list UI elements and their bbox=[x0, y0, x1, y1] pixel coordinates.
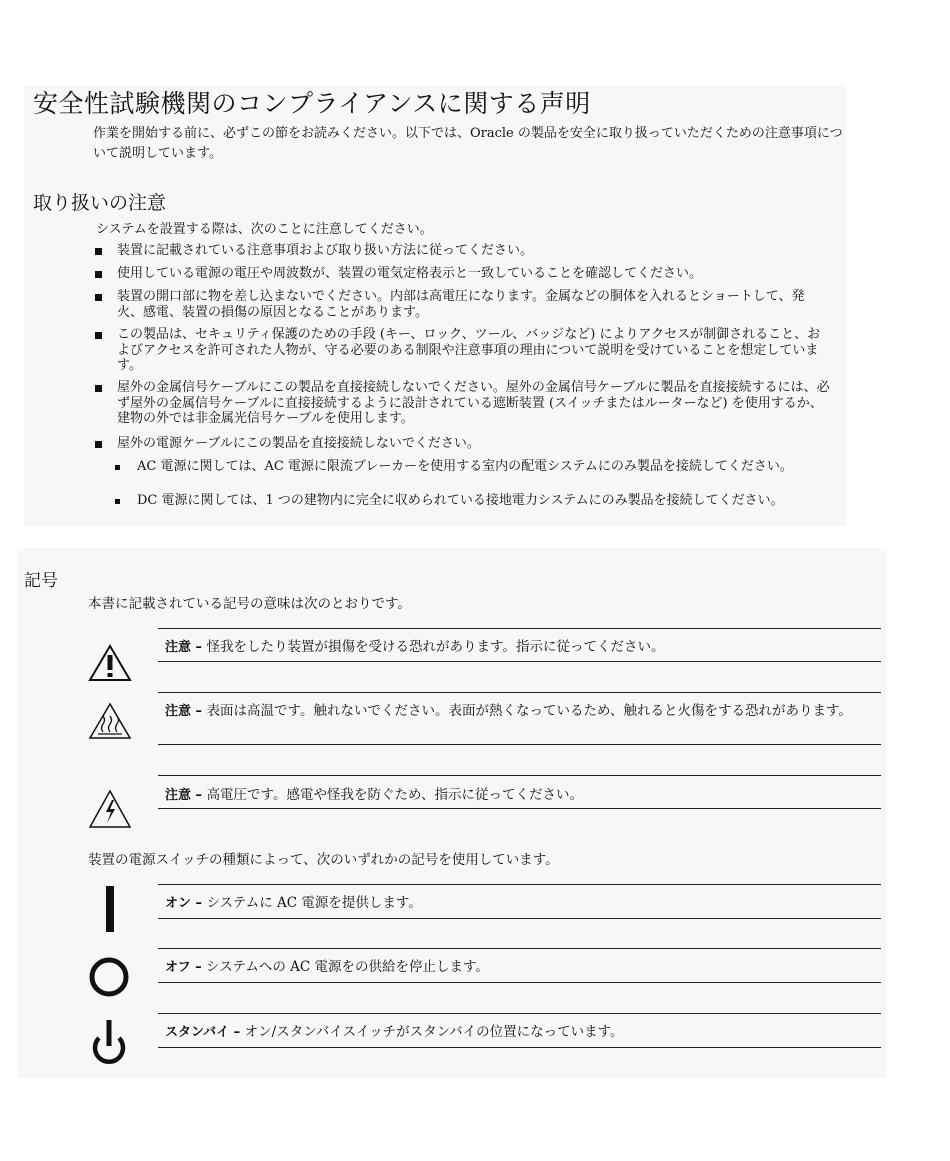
note-text: システムへの AC 電源をの供給を停止します。 bbox=[206, 959, 489, 975]
switch-note bbox=[165, 894, 880, 913]
list-item bbox=[95, 243, 830, 259]
rule-top bbox=[158, 775, 881, 776]
rule-bottom bbox=[158, 982, 881, 983]
switch-note bbox=[165, 1023, 880, 1042]
caution-note bbox=[165, 786, 880, 805]
rule-bottom bbox=[158, 661, 881, 662]
note-text: システムに AC 電源を提供します。 bbox=[206, 895, 422, 911]
list-item bbox=[95, 289, 830, 320]
list-item-text: 装置の開口部に物を差し込まないでください。内部は高電圧になります。金属などの胴体を入れるとショートして、発火、感電、装置の損傷の原因となることがあります。 bbox=[117, 289, 805, 320]
note-label: 注意 – bbox=[165, 788, 207, 803]
list-item-text: 使用している電源の電圧や周波数が、装置の電気定格表示と一致していることを確認してください。 bbox=[117, 266, 703, 281]
note-label: スタンバイ – bbox=[165, 1025, 245, 1040]
list-item bbox=[95, 436, 830, 452]
power-off-icon bbox=[87, 955, 131, 999]
list-item-text: 屋外の電源ケーブルにこの製品を直接接続しないでください。 bbox=[117, 436, 480, 451]
power-on-icon bbox=[104, 884, 118, 934]
symbols-intro: 本書に記載されている記号の意味は次のとおりです。 bbox=[88, 596, 411, 612]
note-label: オフ – bbox=[165, 960, 207, 975]
warning-icon bbox=[88, 644, 132, 682]
rule-bottom bbox=[158, 808, 881, 809]
list-item-text: 屋外の金属信号ケーブルにこの製品を直接接続しないでください。屋外の金属信号ケーブルに製品を直接接続するには、必ず屋外の金属信号ケーブルに直接接続するように設計されている遮断装置 (スイッチまたはルーターなど) を使用するか、建物の外では非金属光信号ケーブルを使用します。 bbox=[117, 380, 830, 426]
list-item-text: この製品は、セキュリティ保護のための手段 (キー、ロック、ツール、バッジなど) によりアクセスが制御されること、およびアクセスを許可された人物が、守る必要のある制限や注意事項の理由について説明を受けていることを想定しています。 bbox=[117, 327, 821, 373]
list-item-text: 装置に記載されている注意事項および取り扱い方法に従ってください。 bbox=[117, 243, 534, 258]
note-label: オン – bbox=[165, 896, 207, 911]
bullet-marker bbox=[95, 385, 102, 392]
bullet-marker bbox=[95, 441, 102, 448]
standby-icon bbox=[87, 1018, 131, 1070]
hot-surface-icon bbox=[88, 702, 132, 740]
rule-top bbox=[158, 692, 881, 693]
bullet-marker bbox=[95, 271, 102, 278]
section-heading-symbols: 記号 bbox=[24, 571, 58, 591]
bullet-marker bbox=[95, 332, 102, 339]
caution-note bbox=[165, 702, 880, 721]
note-text: 高電圧です。感電や怪我を防ぐため、指示に従ってください。 bbox=[206, 787, 583, 803]
list-item-text: AC 電源に関しては、AC 電源に限流ブレーカーを使用する室内の配電システムにのみ製品を接続してください。 bbox=[137, 459, 793, 474]
rule-bottom bbox=[158, 1047, 881, 1048]
switch-intro: 装置の電源スイッチの種類によって、次のいずれかの記号を使用しています。 bbox=[88, 852, 559, 868]
list-item bbox=[95, 327, 830, 374]
high-voltage-icon bbox=[88, 789, 132, 829]
bullet-marker bbox=[115, 465, 120, 470]
bullet-marker bbox=[115, 499, 120, 504]
note-text: 怪我をしたり装置が損傷を受ける恐れがあります。指示に従ってください。 bbox=[206, 639, 665, 655]
rule-top bbox=[158, 628, 881, 629]
bullet-marker bbox=[95, 294, 102, 301]
rule-top bbox=[158, 948, 881, 949]
rule-top bbox=[158, 1013, 881, 1014]
intro-paragraph: 作業を開始する前に、必ずこの節をお読みください。以下では、Oracle の製品を安全に取り扱っていただくための注意事項について説明しています。 bbox=[93, 126, 843, 161]
handling-subtitle: システムを設置する際は、次のことに注意してください。 bbox=[96, 222, 433, 237]
note-label: 注意 – bbox=[165, 704, 207, 719]
note-text: オン/スタンバイスイッチがスタンバイの位置になっています。 bbox=[244, 1024, 624, 1040]
list-item-text: DC 電源に関しては、1 つの建物内に完全に収められている接地電力システムにのみ製品を接続してください。 bbox=[137, 493, 784, 508]
rule-bottom bbox=[158, 918, 881, 919]
rule-bottom bbox=[158, 744, 881, 745]
sub-list-item bbox=[115, 493, 830, 509]
bullet-marker bbox=[95, 248, 102, 255]
switch-note bbox=[165, 958, 880, 977]
note-label: 注意 – bbox=[165, 640, 207, 655]
section-heading-handling: 取り扱いの注意 bbox=[33, 192, 167, 214]
note-text: 表面は高温です。触れないでください。表面が熱くなっているため、触れると火傷をする恐れがあります。 bbox=[206, 703, 852, 719]
list-item bbox=[95, 266, 830, 282]
list-item bbox=[95, 380, 830, 427]
sub-list-item bbox=[115, 459, 830, 475]
rule-top bbox=[158, 884, 881, 885]
caution-note bbox=[165, 638, 880, 657]
page-title: 安全性試験機関のコンプライアンスに関する声明 bbox=[33, 89, 591, 118]
